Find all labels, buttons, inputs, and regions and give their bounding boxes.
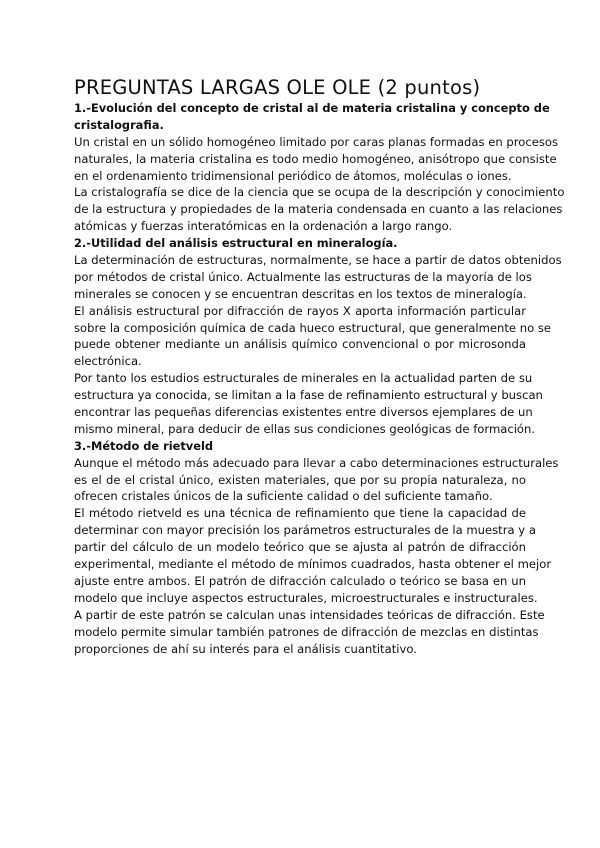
paragraph [74, 252, 562, 303]
paragraph [74, 303, 552, 371]
section-heading [74, 438, 526, 455]
text-line: cristalografia. [74, 117, 164, 132]
text-line: atómicas y fuerzas interatómicas en la ordenación a largo rango. [74, 219, 453, 234]
text-line: 2.-Utilidad del análisis estructural en mineralogía. [74, 236, 398, 251]
text-line: proporciones de ahí su interés para el análisis cuantitativo. [74, 641, 417, 656]
text-line: El análisis estructural por difracción de rayos X aporta información particular [74, 303, 526, 318]
text-line: es el de el cristal único, existen materiales, que por su propia naturaleza, no [74, 472, 526, 487]
paragraph [74, 370, 543, 438]
text-line: estructura ya conocida, se limitan a la fase de refinamiento estructural y buscan [74, 388, 543, 403]
text-line: sobre la composición química de cada hueco estructural, que generalmente no se [74, 320, 552, 335]
text-line: modelo que incluye aspectos estructurales, microestructurales e instructurales. [74, 590, 538, 605]
text-line: Un cristal en un sólido homogéneo limitado por caras planas formadas en procesos [74, 134, 559, 149]
text-line: determinar con mayor precisión los parámetros estructurales de la muestra y a [74, 523, 536, 538]
text-line: por métodos de cristal único. Actualmente las estructuras de la mayoría de los [74, 269, 532, 284]
text-line: Por tanto los estudios estructurales de minerales en la actualidad parten de su [74, 371, 533, 386]
text-line: experimental, mediante el método de mínimos cuadrados, hasta obtener el mejor [74, 557, 552, 572]
text-line: La determinación de estructuras, normalmente, se hace a partir de datos obtenidos [74, 253, 562, 268]
text-line: minerales se conocen y se encuentran descritas en los textos de mineralogía. [74, 286, 527, 301]
text-line: ofrecen cristales únicos de la suficiente calidad o del suficiente tamaño. [74, 489, 493, 504]
section-heading [74, 235, 526, 252]
text-line: modelo permite simular también patrones de difracción de mezclas en distintas [74, 624, 539, 639]
text-line: naturales, la materia cristalina es todo medio homogéneo, anisótropo que consiste [74, 151, 557, 166]
paragraph [74, 134, 559, 185]
text-line: mismo mineral, para deducir de ellas sus condiciones geológicas de formación. [74, 421, 536, 436]
text-line: A partir de este patrón se calculan unas intensidades teóricas de difracción. Este [74, 607, 545, 622]
text-line: El método rietveld es una técnica de refinamiento que tiene la capacidad de [74, 506, 526, 521]
text-line: Aunque el método más adecuado para llevar a cabo determinaciones estructurales [74, 455, 559, 470]
paragraph [74, 184, 565, 235]
paragraph [74, 607, 545, 658]
paragraph [74, 505, 552, 606]
section-heading [74, 100, 550, 134]
document-body [74, 100, 565, 657]
text-line: partir del cálculo de un modelo teórico que se ajusta al patrón de difracción [74, 540, 526, 555]
text-line: de la estructura y propiedades de la materia condensada en cuanto a las relaciones [74, 202, 563, 217]
text-line: en el ordenamiento tridimensional periódico de átomos, moléculas o iones. [74, 168, 512, 183]
page-title: PREGUNTAS LARGAS OLE OLE (2 puntos) [74, 76, 481, 99]
text-line: 1.-Evolución del concepto de cristal al de materia cristalina y concepto de [74, 101, 550, 115]
paragraph [74, 455, 559, 506]
text-line: ajuste entre ambos. El patrón de difracción calculado o teórico se basa en un [74, 573, 526, 588]
text-line: puede obtener mediante un análisis químico convencional o por microsonda [74, 337, 526, 352]
text-line: La cristalografía se dice de la ciencia que se ocupa de la descripción y conocimiento [74, 185, 565, 200]
text-line: electrónica. [74, 354, 142, 369]
text-line: 3.-Método de rietveld [74, 438, 214, 453]
text-line: encontrar las pequeñas diferencias existentes entre diversos ejemplares de un [74, 405, 533, 420]
